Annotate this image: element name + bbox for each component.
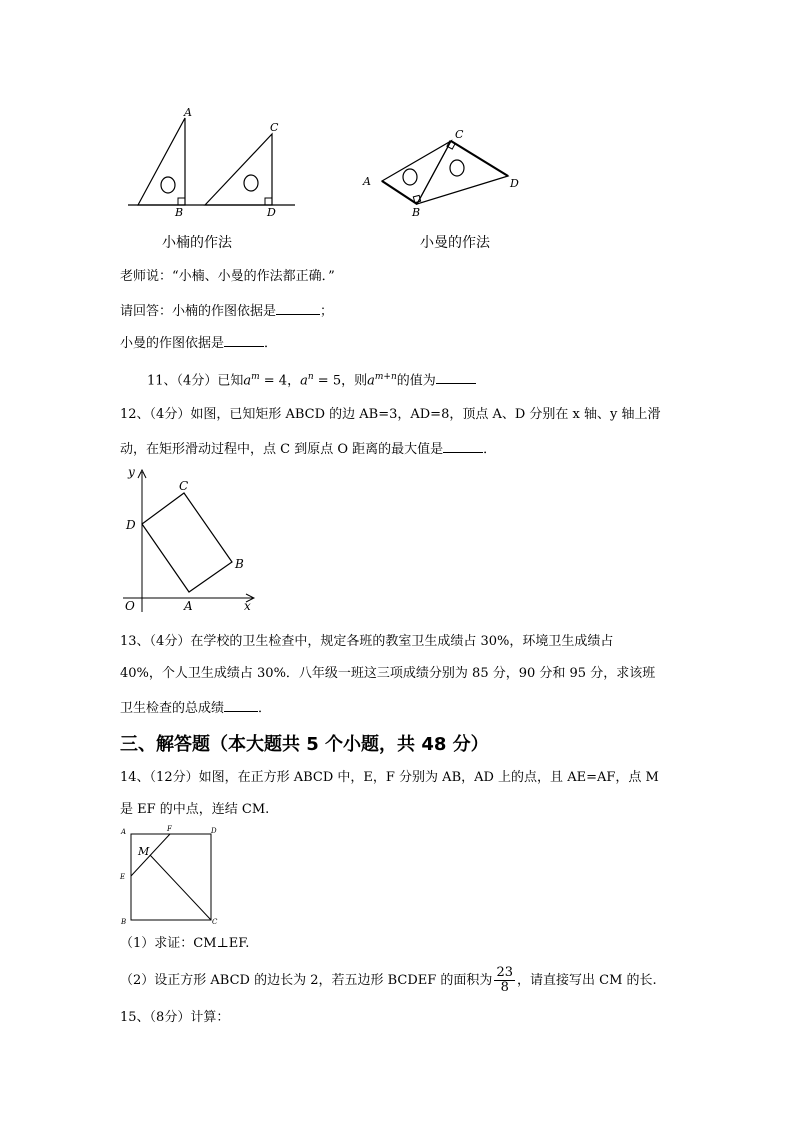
q14-part2-prefix: （2）设正方形 ABCD 的边长为 2，若五边形 BCDEF 的面积为 bbox=[120, 973, 493, 988]
q14-part1: （1）求证：CM⊥EF. bbox=[120, 936, 250, 951]
label-C2: C bbox=[455, 128, 464, 141]
q11-cond1-exp: m bbox=[251, 372, 260, 382]
label14-D: D bbox=[211, 827, 217, 835]
q13-line3-text: 卫生检查的总成绩 bbox=[120, 701, 225, 716]
q13-line2: 40%，个人卫生成绩占 30%．八年级一班这三项成绩分别为 85 分，90 分和 95 分，求该班 bbox=[120, 666, 656, 681]
label-A2: A bbox=[363, 175, 371, 188]
q14-frac-den: 8 bbox=[500, 980, 509, 995]
q11-cond2-rest: = 5 bbox=[313, 373, 342, 389]
label14-A: A bbox=[121, 828, 127, 836]
label-D: D bbox=[126, 518, 136, 532]
q11-suffix: 的值为 bbox=[396, 373, 436, 389]
section-heading: 三、解答题（本大题共 5 个小题，共 48 分） bbox=[120, 734, 489, 755]
label14-C: C bbox=[212, 918, 218, 926]
label-D1: D bbox=[267, 206, 276, 219]
q11-then: ，则 bbox=[341, 373, 368, 389]
label-B1: B bbox=[175, 206, 184, 219]
label-C: C bbox=[179, 479, 189, 493]
label-C1: C bbox=[270, 121, 279, 134]
q14-part2 bbox=[120, 962, 657, 1000]
q10-teacher-line: 老师说：“小楠、小曼的作法都正确．” bbox=[120, 269, 335, 284]
label14-F: F bbox=[167, 825, 172, 833]
q10-man-suffix: ． bbox=[264, 336, 278, 351]
label-A: A bbox=[184, 599, 193, 613]
label-axis-x: x bbox=[244, 599, 251, 613]
q11-cond2-exp: n bbox=[307, 372, 314, 382]
label14-B: B bbox=[121, 918, 127, 926]
q10-blank-1 bbox=[276, 300, 320, 315]
caption-xiaonan: 小楠的作法 bbox=[162, 235, 232, 251]
q13-line3 bbox=[120, 697, 271, 718]
q13-line3-suffix: ． bbox=[258, 701, 272, 716]
label14-M: M bbox=[138, 845, 150, 858]
q10-man-prefix: 小曼的作图依据是 bbox=[120, 336, 225, 351]
q13-blank bbox=[224, 697, 258, 712]
q11-cond2-base: a bbox=[300, 373, 308, 389]
q10-ask-prefix: 请回答：小楠的作图依据是 bbox=[120, 304, 277, 319]
q11-blank bbox=[436, 369, 476, 384]
label-A1: A bbox=[184, 106, 192, 119]
q13-line1: 13、（4分）在学校的卫生检查中，规定各班的教室卫生成绩占 30%，环境卫生成绩占 bbox=[120, 634, 614, 649]
figure-q14 bbox=[117, 824, 227, 928]
label-axis-y: y bbox=[128, 465, 135, 479]
q11-target-base: a bbox=[367, 373, 375, 389]
q11-line bbox=[147, 368, 476, 390]
q10-man-line bbox=[120, 332, 277, 353]
figure-q10 bbox=[120, 104, 540, 229]
q11-target-exp: m+n bbox=[374, 372, 397, 382]
label14-E: E bbox=[120, 873, 126, 881]
q14-line2: 是 EF 的中点，连结 CM. bbox=[120, 802, 270, 817]
q15-line1: 15、（8分）计算： bbox=[120, 1010, 230, 1025]
q10-blank-2 bbox=[224, 332, 264, 347]
label-O: O bbox=[125, 599, 135, 613]
q12-line2 bbox=[120, 438, 496, 459]
q12-line2-suffix: ． bbox=[483, 442, 497, 457]
q11-cond1-rest: = 4 bbox=[259, 373, 288, 389]
q11-sep: ， bbox=[287, 373, 301, 389]
q10-ask-suffix: ； bbox=[320, 304, 334, 319]
q11-prefix: 11、（4分）已知 bbox=[147, 373, 244, 389]
q11-cond1-base: a bbox=[243, 373, 252, 389]
q14-part2-suffix: ，请直接写出 CM 的长. bbox=[516, 973, 657, 988]
q14-fraction bbox=[494, 966, 515, 995]
label-B: B bbox=[235, 557, 244, 571]
q14-line1: 14、（12分）如图，在正方形 ABCD 中，E，F 分别为 AB，AD 上的点，且 AE=AF，点 M bbox=[120, 770, 659, 785]
q12-line2-text: 动，在矩形滑动过程中，点 C 到原点 O 距离的最大值是 bbox=[120, 442, 444, 457]
label-D2: D bbox=[510, 177, 519, 190]
q14-frac-num: 23 bbox=[496, 965, 513, 980]
q12-blank bbox=[443, 438, 483, 453]
q10-ask-line bbox=[120, 300, 333, 321]
caption-xiaoman: 小曼的作法 bbox=[420, 235, 490, 251]
label-B2: B bbox=[412, 206, 421, 219]
figure-q12 bbox=[118, 462, 263, 617]
q12-line1: 12、（4分）如图，已知矩形 ABCD 的边 AB=3，AD=8，顶点 A、D 分别在 x 轴、y 轴上滑 bbox=[120, 407, 661, 422]
